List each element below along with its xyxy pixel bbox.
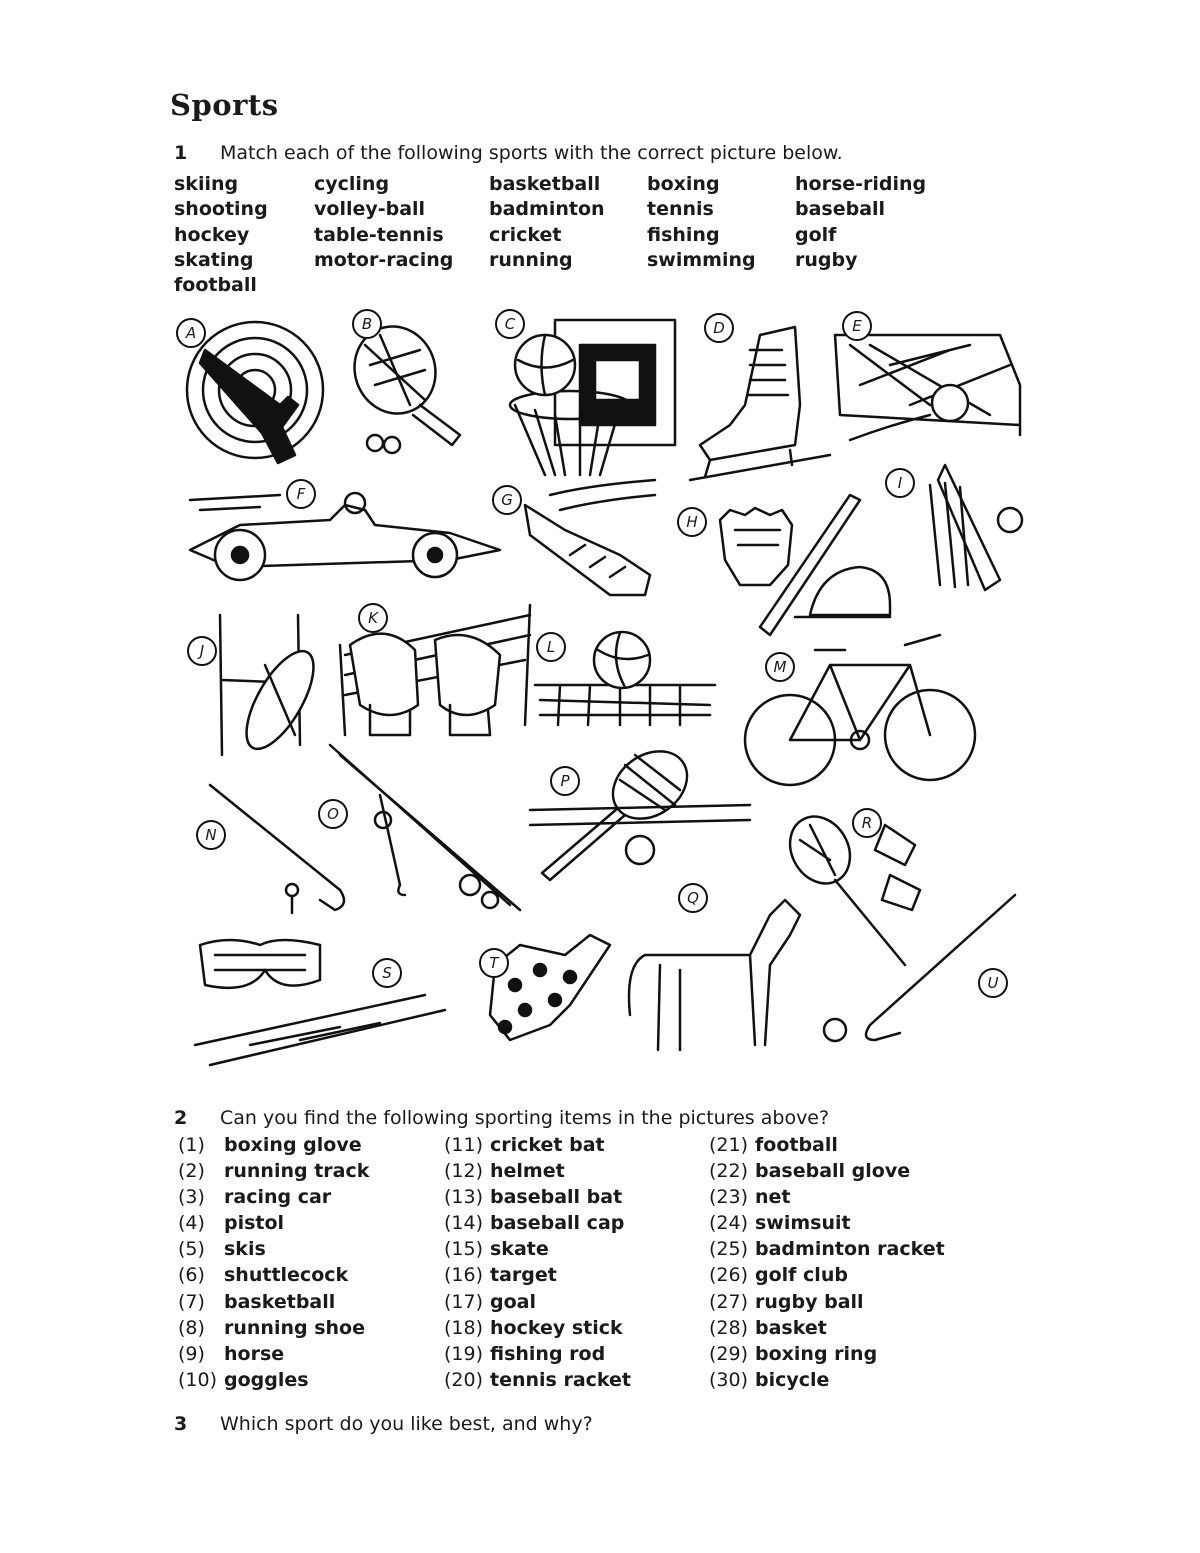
sport-word: cricket xyxy=(489,223,562,246)
list-item xyxy=(709,1341,945,1367)
list-item xyxy=(444,1158,631,1184)
picture-label-q: Q xyxy=(678,883,708,913)
picture-label-t: T xyxy=(479,948,509,978)
item-name: cricket bat xyxy=(490,1134,605,1156)
question-number: 2 xyxy=(174,1107,188,1129)
item-name: pistol xyxy=(224,1212,285,1235)
sport-word: hockey xyxy=(174,223,250,246)
item-name: skis xyxy=(224,1238,266,1261)
sport-word: baseball xyxy=(795,198,886,221)
list-item xyxy=(709,1367,945,1393)
picture-label-l: L xyxy=(536,632,566,662)
item-name: helmet xyxy=(490,1160,565,1183)
list-item xyxy=(178,1236,369,1262)
page-title: Sports xyxy=(170,88,279,122)
fishing-rod-icon xyxy=(330,745,520,910)
item-name: net xyxy=(755,1186,791,1209)
list-item xyxy=(444,1341,631,1367)
item-name: football xyxy=(755,1134,838,1156)
list-item xyxy=(709,1132,945,1158)
list-item xyxy=(444,1315,631,1341)
item-name: baseball glove xyxy=(755,1160,911,1183)
item-number: (5) xyxy=(178,1238,205,1261)
sport-word: table-tennis xyxy=(314,223,444,246)
item-name: goal xyxy=(490,1290,536,1313)
picture-label-p: P xyxy=(550,766,580,796)
item-name: hockey stick xyxy=(490,1316,623,1339)
item-number: (10) xyxy=(178,1368,218,1391)
item-number: (17) xyxy=(444,1290,484,1313)
sport-word: motor-racing xyxy=(314,248,454,271)
item-name: skate xyxy=(490,1238,549,1261)
sport-word: badminton xyxy=(489,198,605,221)
item-number: (18) xyxy=(444,1316,484,1339)
rugby-ball-icon xyxy=(220,615,327,759)
item-name: running track xyxy=(224,1160,370,1183)
item-name: racing car xyxy=(224,1186,332,1209)
item-name: tennis racket xyxy=(490,1368,632,1391)
item-name: running shoe xyxy=(224,1316,365,1339)
item-number: (4) xyxy=(178,1212,205,1235)
item-number: (26) xyxy=(709,1264,749,1287)
item-number: (9) xyxy=(178,1342,205,1365)
basketball-hoop-icon xyxy=(510,320,675,475)
sport-word: shooting xyxy=(174,198,268,221)
item-number: (1) xyxy=(178,1134,205,1156)
item-number: (27) xyxy=(709,1290,749,1313)
picture-label-o: O xyxy=(318,799,348,829)
picture-label-c: C xyxy=(495,309,525,339)
list-item xyxy=(709,1184,945,1210)
picture-label-n: N xyxy=(196,820,226,850)
question-text: Which sport do you like best, and why? xyxy=(220,1413,593,1435)
picture-label-d: D xyxy=(704,313,734,343)
item-name: golf club xyxy=(755,1264,848,1287)
sport-word: basketball xyxy=(489,173,601,195)
question-3 xyxy=(174,1413,593,1435)
sport-word: football xyxy=(174,274,257,297)
horse-icon xyxy=(629,900,800,1050)
sport-word: skating xyxy=(174,248,254,271)
item-name: baseball cap xyxy=(490,1212,625,1235)
list-item xyxy=(444,1289,631,1315)
item-name: target xyxy=(490,1264,557,1287)
question-number: 3 xyxy=(174,1413,188,1435)
item-name: boxing glove xyxy=(224,1134,362,1156)
item-number: (12) xyxy=(444,1160,484,1183)
item-name: rugby ball xyxy=(755,1290,864,1313)
item-number: (15) xyxy=(444,1238,484,1261)
picture-label-i: I xyxy=(885,468,915,498)
list-item xyxy=(709,1158,945,1184)
sports-illustration-drawing xyxy=(170,305,1025,1085)
picture-label-g: G xyxy=(492,485,522,515)
list-item xyxy=(444,1236,631,1262)
item-name: basketball xyxy=(224,1290,336,1313)
list-item xyxy=(444,1367,631,1393)
item-name: badminton racket xyxy=(755,1238,945,1261)
list-item xyxy=(709,1289,945,1315)
list-item xyxy=(178,1210,369,1236)
items-column xyxy=(709,1132,945,1393)
item-number: (13) xyxy=(444,1186,484,1209)
sport-word: boxing xyxy=(647,173,720,195)
item-number: (14) xyxy=(444,1212,484,1235)
picture-label-s: S xyxy=(372,958,402,988)
list-item xyxy=(178,1315,369,1341)
sport-word: horse-riding xyxy=(795,173,927,195)
word-column xyxy=(314,172,453,273)
cricket-bat-icon xyxy=(930,465,1022,590)
sport-word: skiing xyxy=(174,173,239,195)
picture-label-a: A xyxy=(176,318,206,348)
skate-icon xyxy=(690,327,830,480)
word-column xyxy=(174,172,268,298)
goggles-icon xyxy=(200,940,320,988)
list-item xyxy=(444,1262,631,1288)
sport-word: rugby xyxy=(795,248,858,271)
item-number: (23) xyxy=(709,1186,749,1209)
item-number: (19) xyxy=(444,1342,484,1365)
items-column xyxy=(444,1132,631,1393)
question-1 xyxy=(174,142,843,164)
list-item xyxy=(178,1132,369,1158)
items-column xyxy=(178,1132,369,1393)
list-item xyxy=(444,1184,631,1210)
item-name: horse xyxy=(224,1342,285,1365)
list-item xyxy=(709,1262,945,1288)
sport-word: running xyxy=(489,248,573,271)
sports-illustration xyxy=(170,305,1025,1085)
tennis-racket-icon xyxy=(530,737,750,880)
list-item xyxy=(178,1262,369,1288)
sport-word: tennis xyxy=(647,198,714,221)
item-number: (30) xyxy=(709,1368,749,1391)
item-number: (6) xyxy=(178,1264,205,1287)
picture-label-b: B xyxy=(352,309,382,339)
picture-label-h: H xyxy=(677,507,707,537)
baseball-glove-icon xyxy=(720,508,792,585)
skis-icon xyxy=(195,995,445,1065)
item-name: basket xyxy=(755,1316,827,1339)
list-item xyxy=(444,1132,631,1158)
picture-label-m: M xyxy=(765,652,795,682)
list-item xyxy=(709,1315,945,1341)
item-name: goggles xyxy=(224,1368,309,1391)
picture-label-k: K xyxy=(358,603,388,633)
picture-label-u: U xyxy=(978,968,1008,998)
question-number: 1 xyxy=(174,142,188,164)
sport-word: fishing xyxy=(647,223,720,246)
item-number: (29) xyxy=(709,1342,749,1365)
item-name: boxing ring xyxy=(755,1342,878,1365)
sport-word: cycling xyxy=(314,173,390,195)
question-text: Match each of the following sports with the correct picture below. xyxy=(220,142,843,164)
sport-word: volley-ball xyxy=(314,198,426,221)
item-number: (11) xyxy=(444,1134,484,1156)
list-item xyxy=(444,1210,631,1236)
hockey-stick-icon xyxy=(824,895,1015,1041)
item-name: swimsuit xyxy=(755,1212,851,1235)
running-shoe-icon xyxy=(525,480,655,595)
list-item xyxy=(709,1210,945,1236)
sport-word: golf xyxy=(795,223,837,246)
racing-car-icon xyxy=(190,493,500,580)
item-number: (28) xyxy=(709,1316,749,1339)
item-number: (7) xyxy=(178,1290,205,1313)
question-2 xyxy=(174,1107,829,1129)
item-name: bicycle xyxy=(755,1368,830,1391)
item-number: (22) xyxy=(709,1160,749,1183)
item-number: (20) xyxy=(444,1368,484,1391)
item-name: shuttlecock xyxy=(224,1264,349,1287)
question-text: Can you find the following sporting items in the pictures above? xyxy=(220,1107,830,1129)
list-item xyxy=(178,1341,369,1367)
word-column xyxy=(489,172,605,273)
picture-label-f: F xyxy=(286,479,316,509)
item-number: (16) xyxy=(444,1264,484,1287)
swimsuit-icon xyxy=(490,935,610,1040)
word-column xyxy=(647,172,756,273)
sport-word: swimming xyxy=(647,248,756,271)
picture-label-e: E xyxy=(842,311,872,341)
list-item xyxy=(178,1184,369,1210)
item-number: (24) xyxy=(709,1212,749,1235)
list-item xyxy=(178,1158,369,1184)
item-number: (8) xyxy=(178,1316,205,1339)
item-number: (21) xyxy=(709,1134,749,1156)
picture-label-j: J xyxy=(187,636,217,666)
picture-label-r: R xyxy=(852,808,882,838)
goal-icon xyxy=(835,335,1020,440)
item-number: (3) xyxy=(178,1186,205,1209)
item-name: baseball bat xyxy=(490,1186,623,1209)
list-item xyxy=(178,1367,369,1393)
word-column xyxy=(795,172,926,273)
list-item xyxy=(709,1236,945,1262)
list-item xyxy=(178,1289,369,1315)
item-number: (2) xyxy=(178,1160,205,1183)
badminton-racket-icon xyxy=(778,806,920,965)
item-name: fishing rod xyxy=(490,1342,606,1365)
item-number: (25) xyxy=(709,1238,749,1261)
